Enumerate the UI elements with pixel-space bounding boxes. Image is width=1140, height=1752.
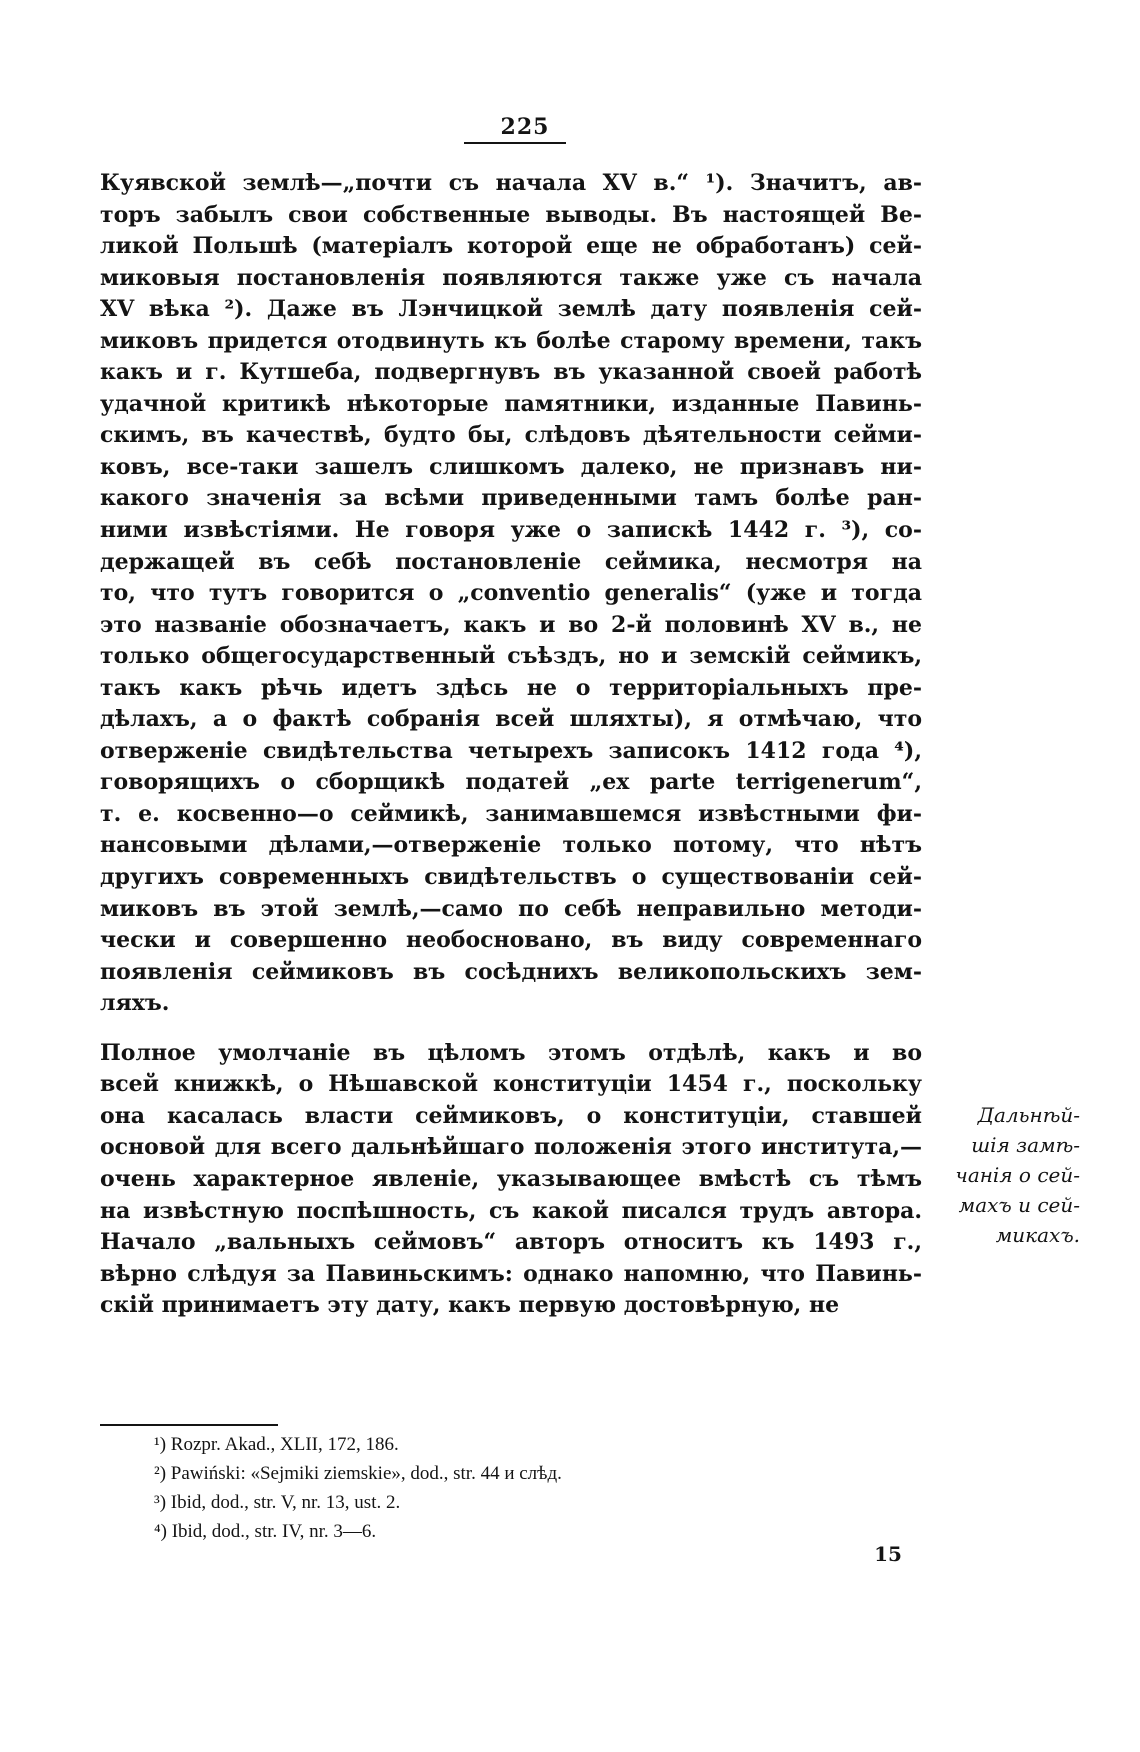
text-line: то, что тутъ говорится о „conventio generalis“ (уже и тогда [100, 580, 922, 607]
text-line: ними извѣстіями. Не говоря уже о запискѣ 1442 г. ³), со- [100, 517, 922, 544]
text-line: дѣлахъ, а о фактѣ собранія всей шляхты), я отмѣчаю, что [100, 706, 922, 733]
text-line: ляхъ. [100, 990, 170, 1017]
text-line: на извѣстную поспѣшность, съ какой писался трудъ автора. [100, 1197, 922, 1224]
text-line: такъ какъ рѣчь идетъ здѣсь не о территоріальныхъ пре- [100, 674, 922, 701]
text-line: говорящихъ о сборщикѣ податей „ex parte terrigenerum“, [100, 769, 922, 796]
page-number: 225 [500, 114, 550, 140]
text-line: только общегосударственный съѣздъ, но и земскій сеймикъ, [100, 643, 922, 670]
footnote-text: Rozpr. Akad., XLII, 172, 186. [170, 1434, 399, 1455]
footnote-mark: ⁴) [154, 1521, 167, 1542]
page-number-rule [464, 142, 566, 144]
text-line: миковъ въ этой землѣ,—само по себѣ неправильно методи- [100, 895, 922, 922]
text-line: XV вѣка ²). Даже въ Лэнчицкой землѣ дату появленія сей- [100, 296, 922, 323]
text-line: основой для всего дальнѣйшаго положенія этого института,— [100, 1134, 922, 1161]
text-line: скимъ, въ качествѣ, будто бы, слѣдовъ дѣятельности сейми- [100, 422, 922, 449]
footnotes [154, 1430, 854, 1546]
text-line: нансовыми дѣлами,—отверженіе только потому, что нѣтъ [100, 832, 922, 859]
footnote-text: Ibid, dod., str. V, nr. 13, ust. 2. [170, 1492, 401, 1513]
footnote-rule [100, 1424, 278, 1426]
text-line: какъ и г. Кутшеба, подвергнувъ въ указанной своей работѣ [100, 359, 922, 386]
text-line: т. е. косвенно—о сеймикѣ, занимавшемся извѣстными фи- [100, 800, 922, 827]
text-line: очень характерное явленіе, указывающее вмѣстѣ съ тѣмъ [100, 1165, 922, 1192]
text-line: чески и совершенно необосновано, въ виду современнаго [100, 927, 922, 954]
text-line: какого значенія за всѣми приведенными тамъ болѣе ран- [100, 485, 922, 512]
footnote-mark: ¹) [154, 1434, 167, 1455]
footnote-mark: ²) [154, 1463, 167, 1484]
text-line: миковыя постановленія появляются также уже съ начала [100, 264, 922, 291]
margin-note-line: махъ и сей- [958, 1193, 1080, 1217]
text-line: отверженіе свидѣтельства четырехъ записокъ 1412 года ⁴), [100, 737, 922, 764]
text-line: она касалась власти сеймиковъ, о конституціи, ставшей [100, 1102, 922, 1129]
text-line: вѣрно слѣдуя за Павиньскимъ: однако напомню, что Павинь- [100, 1260, 922, 1287]
main-text [100, 168, 922, 1322]
margin-note [940, 1100, 1080, 1250]
text-line: другихъ современныхъ свидѣтельствъ о существованіи сей- [100, 864, 922, 891]
text-line: ликой Польшѣ (матеріалъ которой еще не обработанъ) сей- [100, 233, 922, 260]
text-line: держащей въ себѣ постановленіе сеймика, несмотря на [100, 548, 922, 575]
footnote [154, 1488, 854, 1517]
footnote-text: Ibid, dod., str. IV, nr. 3—6. [171, 1521, 377, 1542]
paragraph-1 [100, 168, 922, 1020]
text-line: торъ забылъ свои собственные выводы. Въ настоящей Ве- [100, 201, 922, 228]
paragraph-2 [100, 1038, 922, 1322]
text-line: это названіе обозначаетъ, какъ и во 2-й половинѣ XV в., не [100, 611, 922, 638]
text-line: всей книжкѣ, о Нѣшавской конституціи 1454 г., поскольку [100, 1071, 922, 1098]
text-line: миковъ придется отодвинуть къ болѣе старому времени, такъ [100, 327, 922, 354]
footnote-text: Pawiński: «Sejmiki ziemskie», dod., str. 44 и слѣд. [170, 1463, 562, 1484]
text-line: ковъ, все-таки зашелъ слишкомъ далеко, не признавъ ни- [100, 453, 922, 480]
paragraph-gap [100, 1020, 922, 1038]
footnote-mark: ³) [154, 1492, 167, 1513]
footnote [154, 1459, 854, 1488]
margin-note-line: чанія о сей- [955, 1163, 1080, 1187]
margin-note-line: микахъ. [995, 1223, 1080, 1247]
text-line: Начало „вальныхъ сеймовъ“ авторъ относитъ къ 1493 г., [100, 1229, 922, 1256]
text-line: Полное умолчаніе въ цѣломъ этомъ отдѣлѣ, какъ и во [100, 1039, 922, 1066]
text-line: скій принимаетъ эту дату, какъ первую достовѣрную, не [100, 1292, 840, 1319]
text-line: Куявской землѣ—„почти съ начала XV в.“ ¹). Значитъ, ав- [100, 170, 922, 196]
text-line: удачной критикѣ нѣкоторые памятники, изданные Павинь- [100, 390, 922, 417]
signature-mark: 15 [874, 1542, 902, 1566]
margin-note-line: Дальнѣй- [977, 1103, 1080, 1127]
footnote [154, 1430, 854, 1459]
margin-note-line: шія замѣ- [971, 1133, 1080, 1157]
text-line: появленія сеймиковъ въ сосѣднихъ великопольскихъ зем- [100, 958, 922, 985]
footnote [154, 1517, 854, 1546]
